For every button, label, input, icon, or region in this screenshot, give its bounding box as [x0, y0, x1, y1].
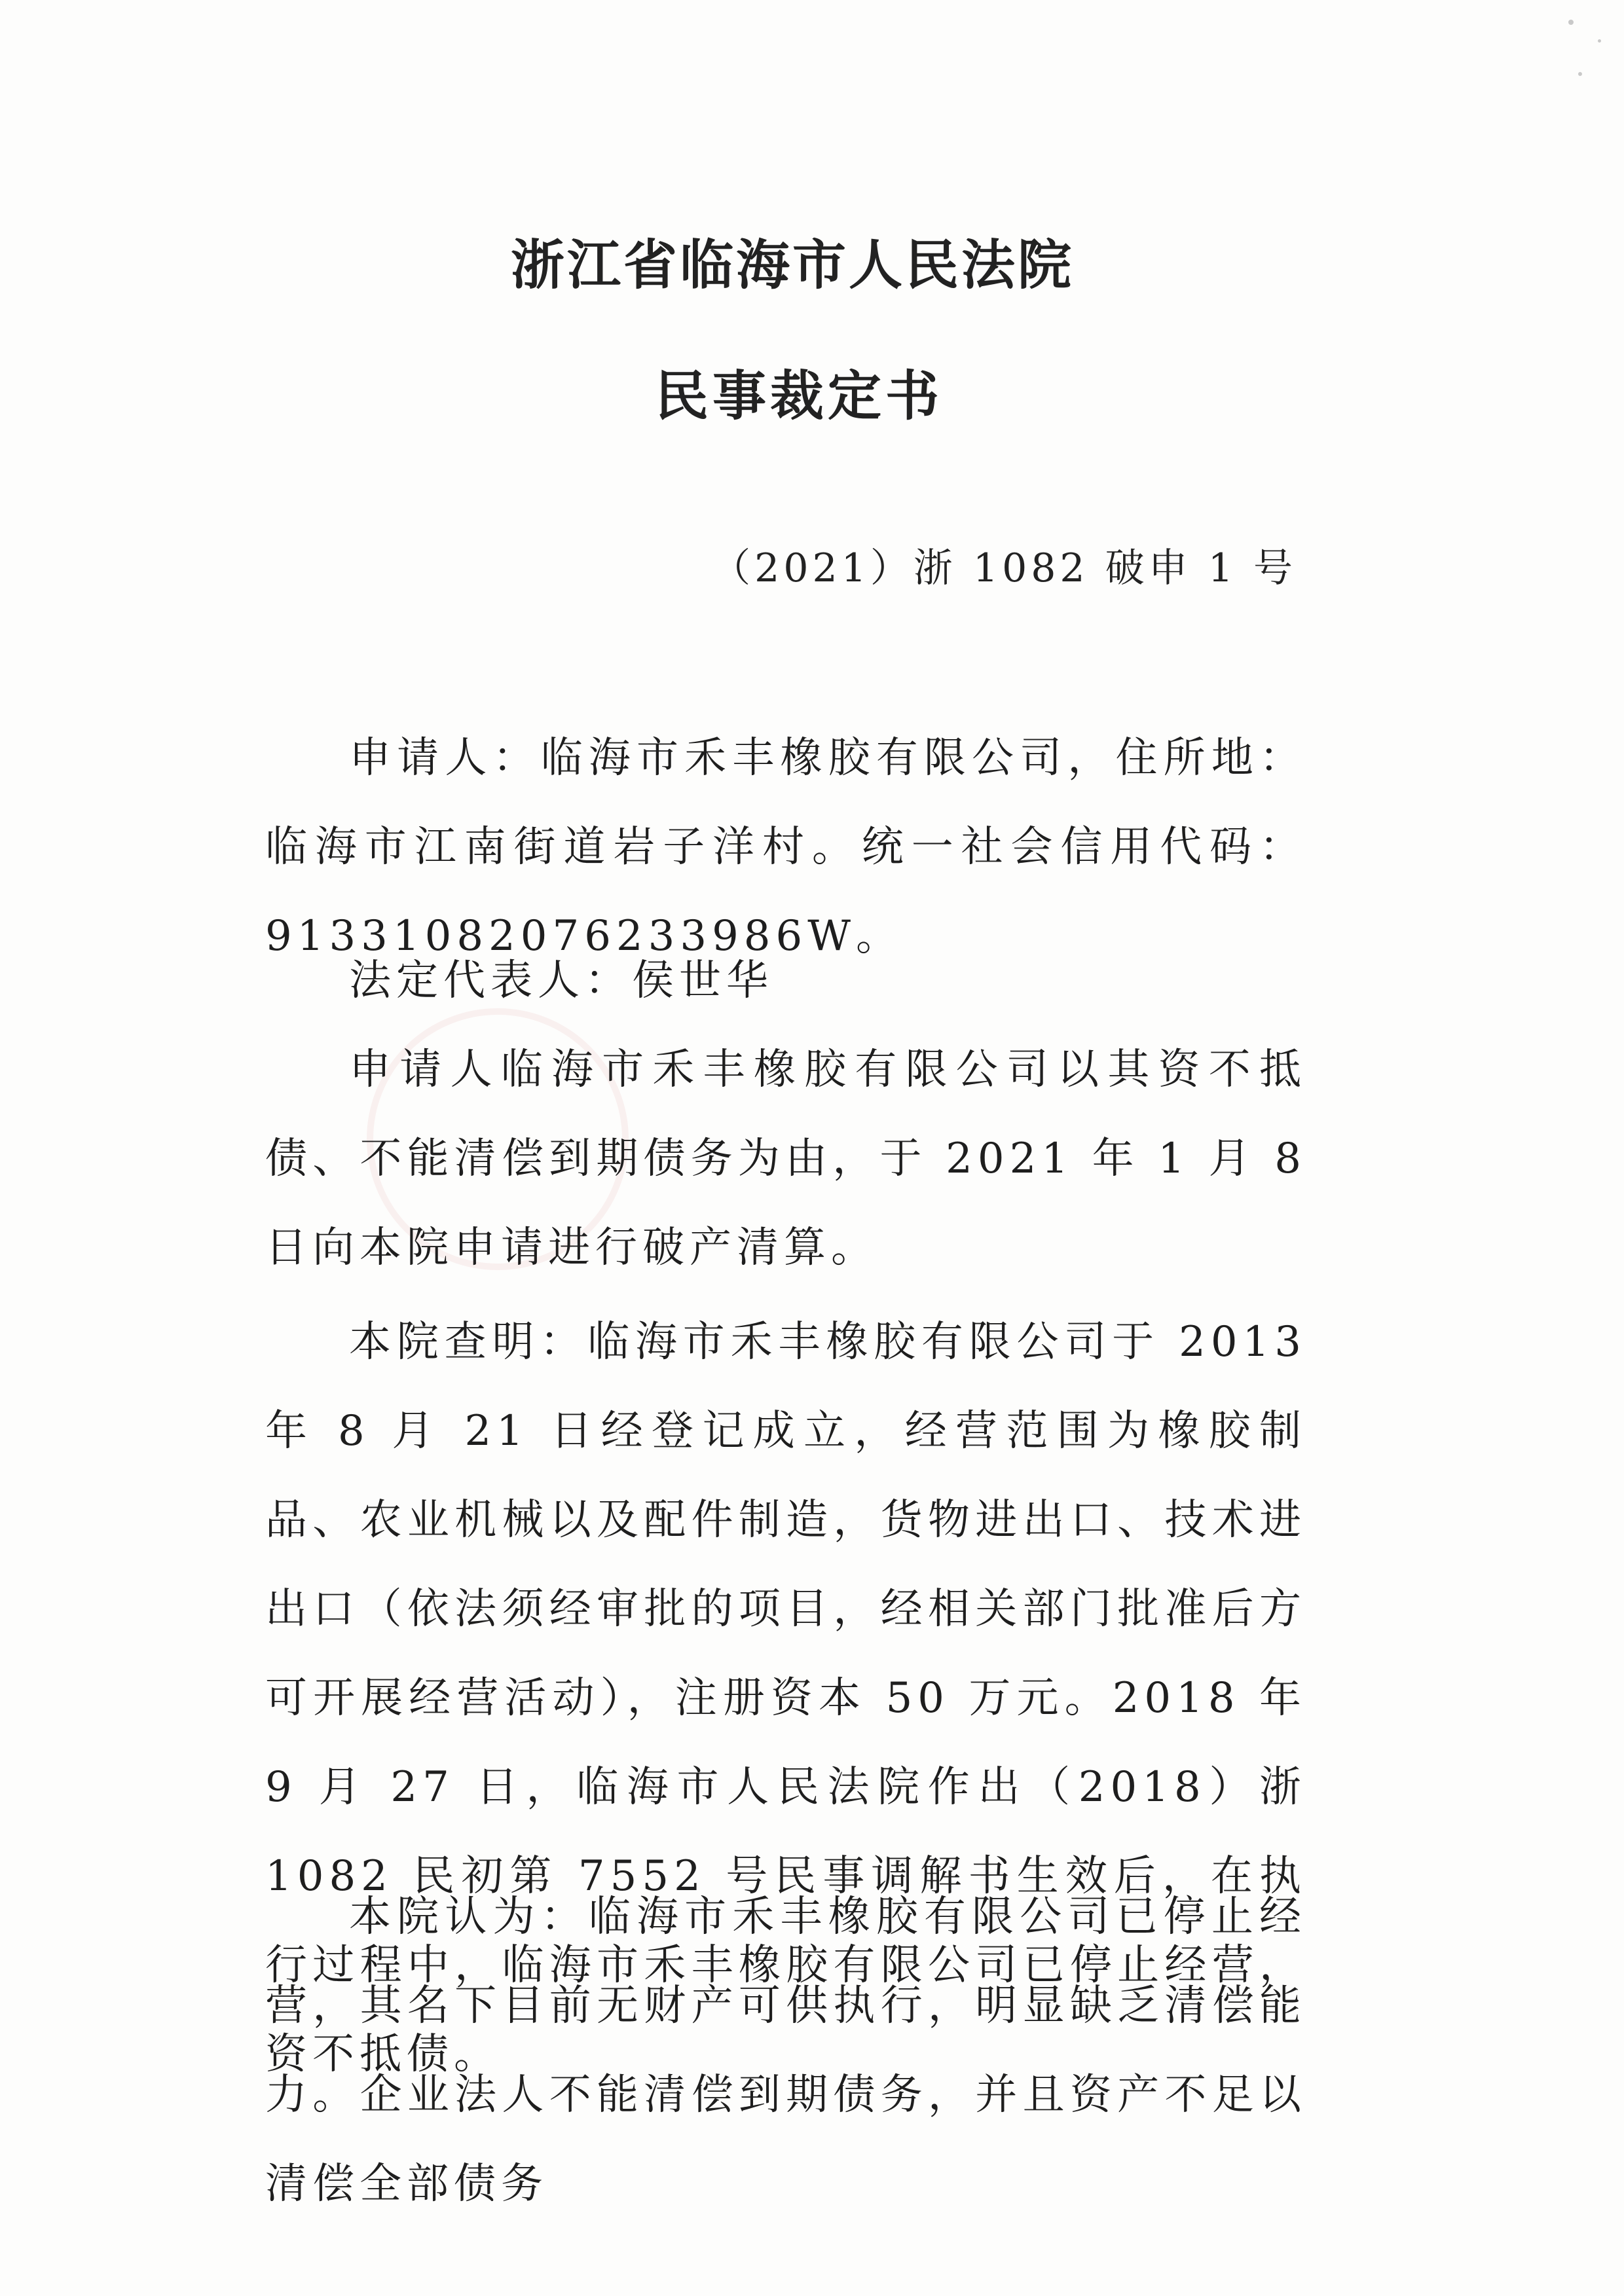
legal-representative-text: 法定代表人：侯世华 — [349, 957, 773, 1005]
legal-representative-paragraph — [265, 936, 1306, 1025]
application-text: 申请人临海市禾丰橡胶有限公司以其资不抵债、不能清偿到期债务为由，于 2021 年 1 月 8 日向本院申请进行破产清算。 — [265, 1046, 1306, 1272]
court-name-heading: 浙江省临海市人民法院 — [510, 234, 1074, 297]
opinion-text: 本院认为：临海市禾丰橡胶有限公司已停止经营，其名下目前无财产可供执行，明显缺乏清偿能力。企业法人不能清偿到期债务，并且资产不足以清偿全部债务 — [265, 1893, 1306, 2208]
applicant-text: 申请人：临海市禾丰橡胶有限公司，住所地：临海市江南街道岩子洋村。统一社会信用代码：91331082076233986W。 — [265, 734, 1306, 960]
findings-text: 本院查明：临海市禾丰橡胶有限公司于 2013 年 8 月 21 日经登记成立，经营范围为橡胶制品、农业机械以及配件制造，货物进出口、技术进出口（依法须经审批的项目，经相关部门批准后方可开展经营活动），注册资本 50 万元。2018 年 9 月 27 日，临海市人民法院作出（2018）浙 1082 民初第 7552 号民事调解书生效后，在执行过程中，临海市禾丰橡胶有限公司已停止经营，资不抵债。 — [265, 1318, 1306, 2079]
scan-speck — [1568, 20, 1574, 25]
document-type-heading: 民事裁定书 — [654, 365, 943, 428]
application-paragraph — [265, 1025, 1306, 1292]
case-number: （2021）浙 1082 破申 1 号 — [711, 545, 1297, 591]
scan-speck — [1578, 72, 1582, 76]
scan-speck — [1598, 39, 1601, 43]
opinion-paragraph — [265, 1872, 1306, 2229]
